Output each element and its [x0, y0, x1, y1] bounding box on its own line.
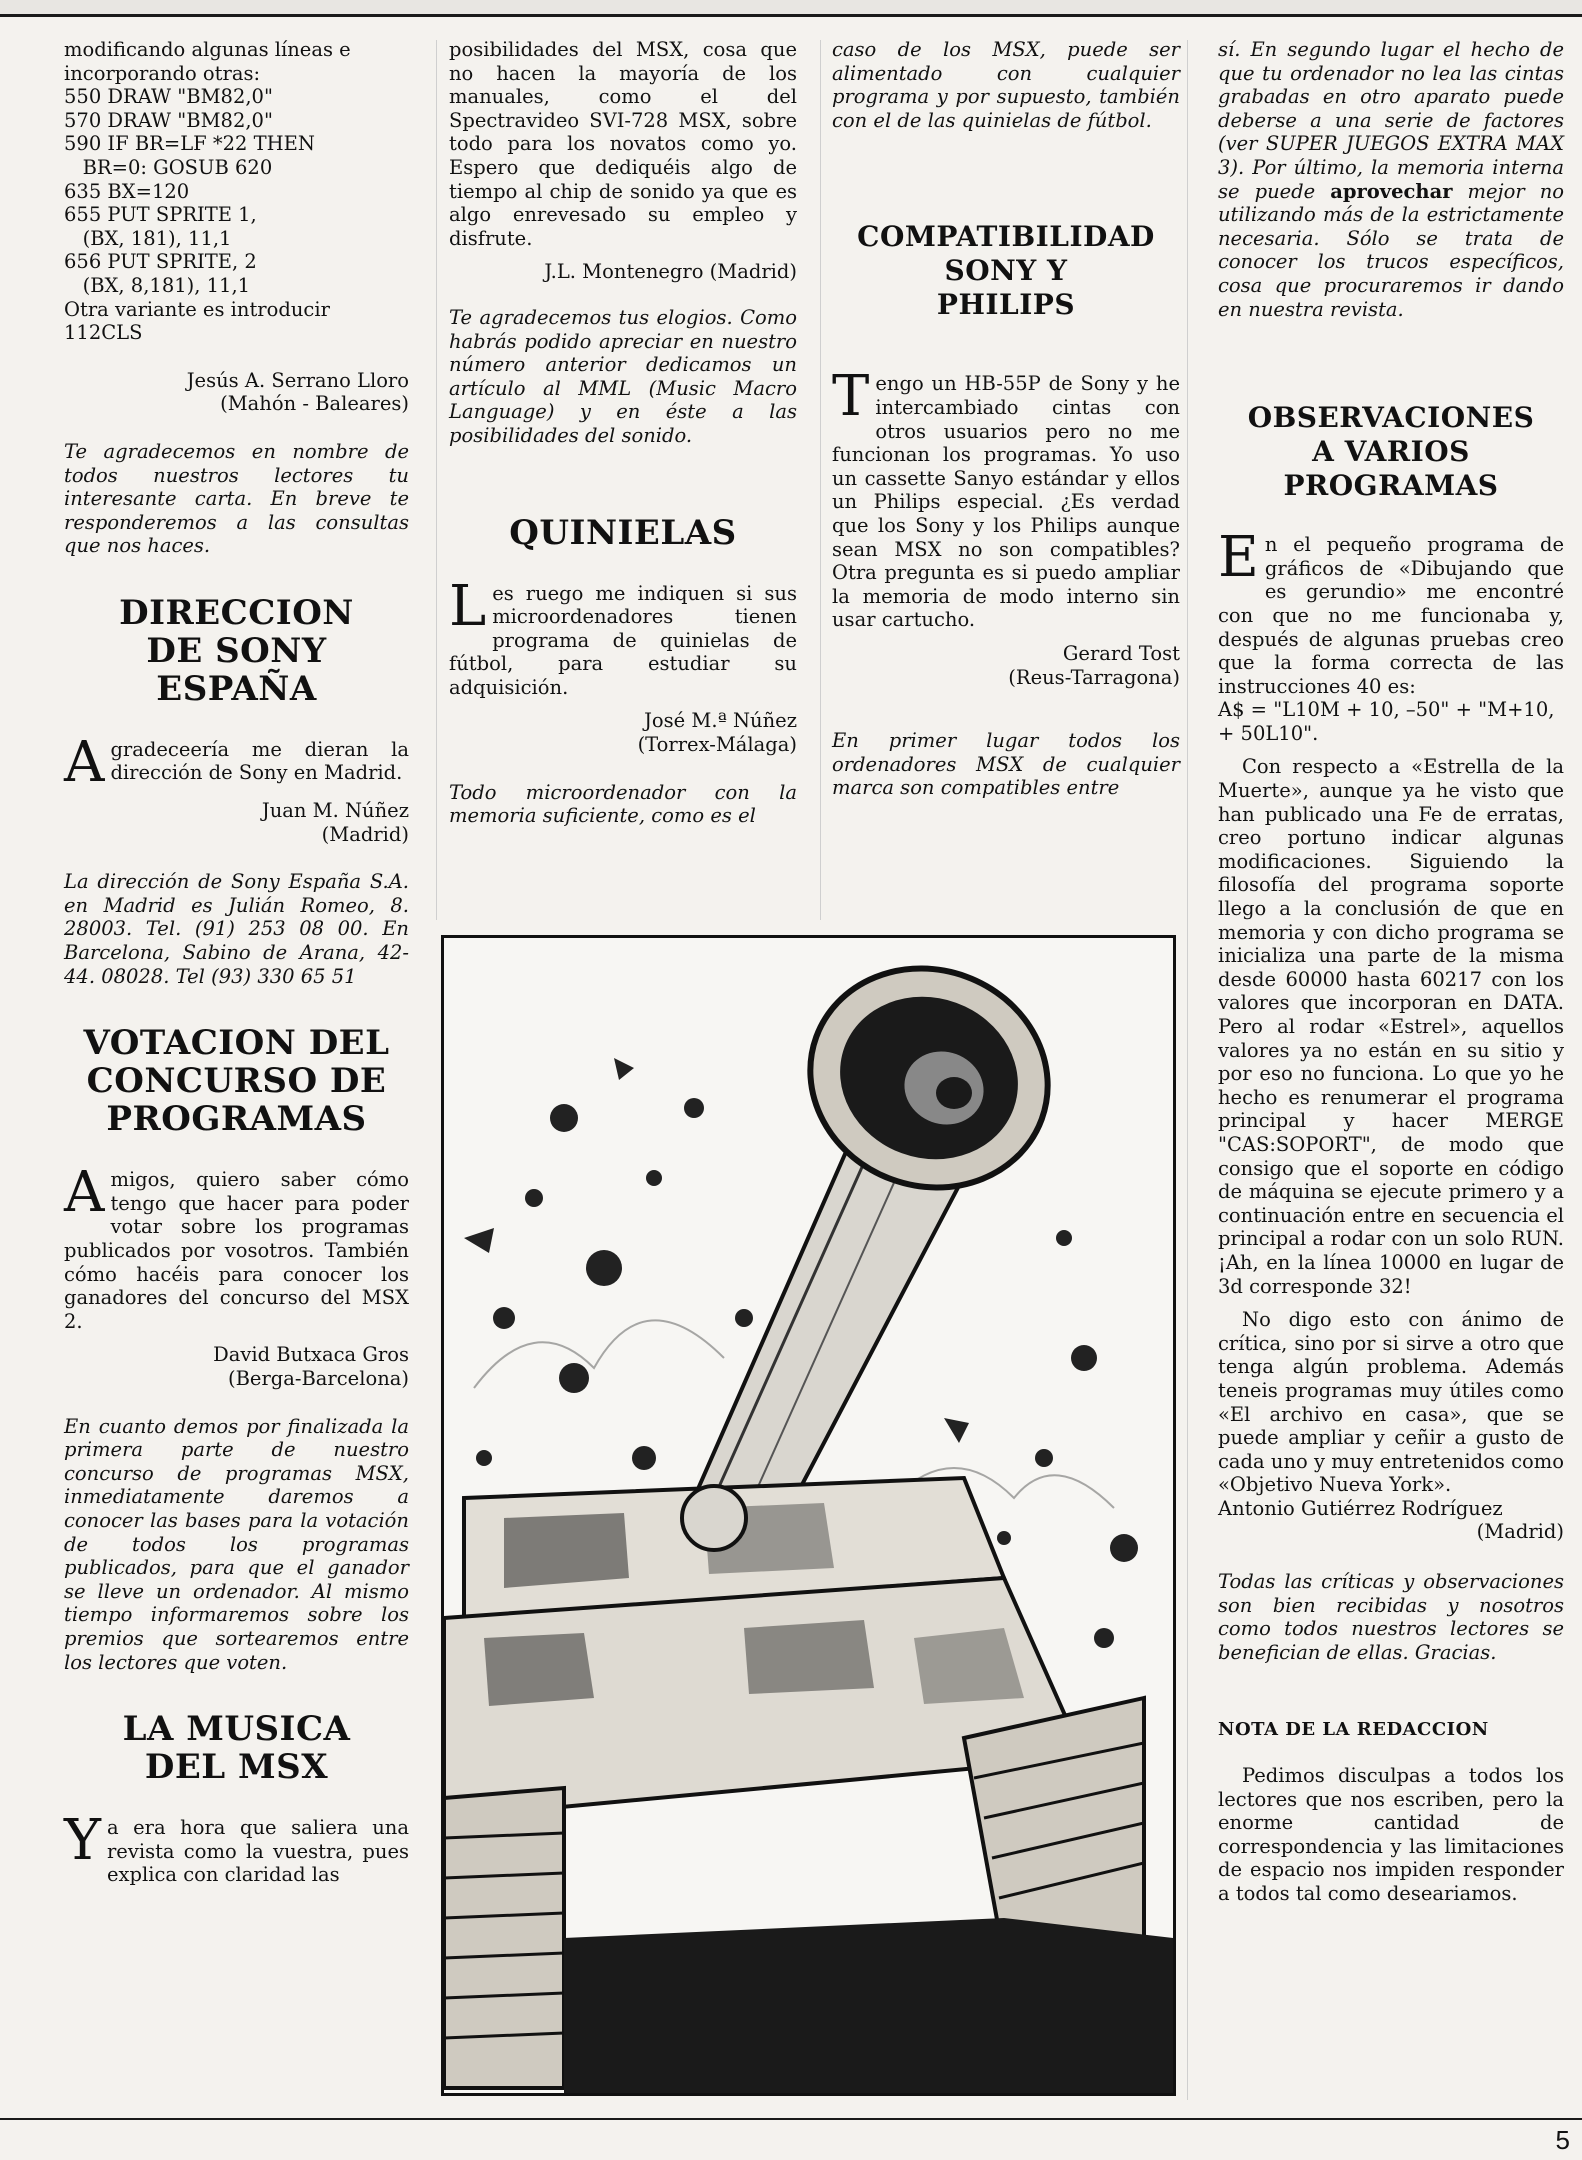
code-line: A$ = "L10M + 10, –50" + "M+10, + 50L10". — [1218, 698, 1555, 745]
letter-body: Agradecеería me dieran la dirección de Sony en Madrid. — [64, 729, 409, 795]
signature-place: (Torrex-Málaga) — [637, 733, 797, 757]
signature-name: Juan M. Núñez — [261, 799, 409, 823]
drop-cap: E — [1218, 525, 1259, 591]
editor-reply: sí. En segundo lugar el hecho de que tu ordenador no lea las cintas grabadas en otro aparato puede deberse a una serie de factores (ver SUPER JUEGOS EXTRA MAX 3). Por último, la memoria interna se puede aprovechar mejor no utilizando más de la estrictamente necesaria. Sólo se trata de conocer los trucos específicos, cosa que procuraremos ir dando en nuestra revista. — [1218, 38, 1565, 321]
code-line: 656 PUT SPRITE, 2 — [64, 250, 257, 274]
letter-body: En el pequeño programa de gráficos de «Dibujando que es gerundio» me encontré con que no me funcionaba y, después de algunas pruebas creo que la forma correcta de las instrucciones 40 es: — [1218, 525, 1564, 698]
editor-reply: caso de los MSX, puede ser alimentado con cualquier programa y por supuesto, también con el de las quinielas de fútbol. — [832, 38, 1180, 132]
column-2 — [449, 38, 797, 838]
letter-body: Tengo un HB-55P de Sony y he intercambiado cintas con otros usuarios pero no me funcionan los programas. Yo uso un cassette Sanyo estándar y ellos un Philips especial. ¿Es verdad que los Sony y los Philips aunque sean MSX no son compatibles? Otra pregunta es si puedo ampliar la memoria de modo interno sin usar cartucho. — [832, 364, 1180, 632]
letter-body: No digo esto con ánimo de crítica, sino por si sirve a otro que tenga algún problema. Además teneis programas muy útiles como «El archivo en casa», que se puede ampliar y ceñir a gusto de cada uno y muy entretenidos como «Objetivo Nueva York». — [1218, 1308, 1564, 1497]
drop-cap: Y — [64, 1808, 101, 1874]
signature-place: (Madrid) — [1476, 1520, 1564, 1544]
signature-name: José M.ª Núñez — [644, 709, 797, 733]
column-4 — [1218, 38, 1564, 1916]
page-number: 5 — [1555, 2125, 1570, 2155]
column-divider — [820, 40, 821, 920]
letter-body: Con respecto a «Estrella de la Muerte», aunque ya he visto que han publicado una Fe de erratas, creo portuno indicar algunas modificaciones. Siguiendo la filosofía del programa soporte llego a la conclusión de que en memoria y con dicho programa se inicializa una parte de la misma desde 60000 hasta 60217 con los valores que incorporan en DATA. Pero al rodar «Estrel», aquellos valores ya no están en su sitio y por eso no funciona. Lo que yo he hecho es renumerar el programa principal y hacer MERGE "CAS:SOPORT", de modo que consigo que el soporte en código de máquina se ejecute primero y a continuación entre en secuencia el principal a rodar con un solo RUN. ¡Ah, en la línea 10000 en lugar de 3d corresponde 32! — [1218, 755, 1564, 1298]
drop-cap: A — [64, 1160, 105, 1226]
letter-body: Ya era hora que saliera una revista como la vuestra, pues explica con claridad las — [64, 1808, 409, 1887]
signature-place: (Reus-Tarragona) — [1008, 665, 1180, 689]
editor-reply: Te agradecemos en nombre de todos nuestros lectores tu interesante carta. En breve te responderemos a las consultas que nos haces. — [64, 439, 409, 558]
editor-reply: En cuanto demos por finalizada la primera parte de nuestro concurso de programas MSX, inmediatamente daremos a conocer las bases para la votación de todos los programas publicados, para que el ganador se lleve un ordenador. Al mismo tiempo informaremos sobre los premios que sortearemos entre los lectores que voten. — [64, 1414, 409, 1674]
editor-reply: En primer lugar todos los ordenadores MSX de cualquier marca son compatibles entre — [832, 729, 1180, 800]
letter-body: Pedimos disculpas a todos los lectores que nos escriben, pero la enorme cantidad de correspondencia y las limitaciones de espacio nos impiden responder a todos tal como deseariamos. — [1218, 1764, 1564, 1905]
letter-intro: modificando algunas líneas e incorporando otras: — [64, 38, 351, 85]
signature-name: David Butxaca Gros — [213, 1343, 409, 1367]
code-line: 635 BX=120 — [64, 179, 190, 203]
tank-illustration — [441, 935, 1176, 2096]
signature-name: Gerard Tost — [1062, 641, 1180, 665]
ground-shadow — [564, 1918, 1173, 2093]
letter-body: Les ruego me indiquen si sus microordenadores tienen programa de quinielas de fútbol, para estudiar su adquisición. — [449, 573, 797, 699]
column-divider — [436, 40, 437, 920]
tank-drawing — [444, 938, 1173, 2093]
code-line: 550 DRAW "BM82,0" — [64, 85, 273, 109]
letter-variant: Otra variante es introducir 112CLS — [64, 297, 330, 345]
drop-cap: T — [832, 364, 870, 430]
letter-body: Amigos, quiero saber cómo tengo que hacer para poder votar sobre los programas publicados por vosotros. También cómo hacéis para conocer los ganadores del concurso del MSX 2. — [64, 1160, 409, 1333]
code-line: (BX, 181), 11,1 — [64, 226, 232, 250]
code-listing — [64, 85, 409, 297]
column-divider — [1187, 40, 1188, 2100]
section-heading-votacion: VOTACION DEL CONCURSO DE PROGRAMAS — [83, 1023, 390, 1140]
column-1 — [64, 38, 409, 1897]
code-line: (BX, 8,181), 11,1 — [64, 273, 251, 297]
signature-place: (Mahón - Baleares) — [220, 392, 409, 416]
signature: J.L. Montenegro (Madrid) — [544, 260, 797, 284]
code-line: 655 PUT SPRITE 1, — [64, 203, 257, 227]
bottom-rule — [0, 2118, 1582, 2120]
signature-place: (Madrid) — [321, 822, 409, 846]
section-heading-observaciones: OBSERVACIONES A VARIOS PROGRAMAS — [1247, 401, 1535, 503]
editor-reply: Todo microordenador con la memoria suficiente, como es el — [449, 780, 797, 828]
editor-reply: Todas las críticas y observaciones son bien recibidas y nosotros como todos nuestros lectores se benefician de ellas. Gracias. — [1218, 1570, 1564, 1664]
section-heading-nota: NOTA DE LA REDACCION — [1218, 1719, 1489, 1741]
drop-cap: A — [64, 729, 105, 795]
section-heading-quinielas: QUINIELAS — [509, 512, 737, 553]
signature-name: Antonio Gutiérrez Rodríguez — [1218, 1496, 1503, 1520]
top-rule — [0, 0, 1582, 17]
code-line: BR=0: GOSUB 620 — [64, 155, 273, 179]
section-heading-compatibilidad: COMPATIBILIDAD SONY Y PHILIPS — [857, 220, 1155, 322]
editor-reply: Te agradecemos tus elogios. Como habrás podido apreciar en nuestro número anterior dedicamos un artículo al MML (Music Macro Language) y en éste a las posibilidades del sonido. — [449, 305, 797, 447]
signature-place: (Berga-Barcelona) — [227, 1366, 409, 1390]
code-line: 590 IF BR=LF *22 THEN — [64, 132, 315, 156]
section-heading-musica: LA MUSICA DEL MSX — [122, 1709, 351, 1788]
signature-name: Jesús A. Serrano Lloro — [186, 368, 409, 392]
code-line: 570 DRAW "BM82,0" — [64, 108, 273, 132]
section-heading-sony: DIRECCION DE SONY ESPAÑA — [119, 592, 354, 709]
column-3 — [832, 38, 1180, 810]
letter-body: posibilidades del MSX, cosa que no hacen la mayoría de los manuales, como el del Spectravideo SVI-728 MSX, sobre todo para los novatos como yo. Espero que dediquéis algo de tiempo al chip de sonido ya que es algo enrevesado su empleo y disfrute. — [449, 38, 797, 250]
tank-barrel — [694, 938, 1079, 1538]
drop-cap: L — [449, 573, 487, 639]
editor-reply: La dirección de Sony España S.A. en Madrid es Julián Romeo, 8. 28003. Tel. (91) 253 08 00. En Barcelona, Sabino de Arana, 42-44. 08028. Tel (93) 330 65 51 — [64, 870, 409, 988]
